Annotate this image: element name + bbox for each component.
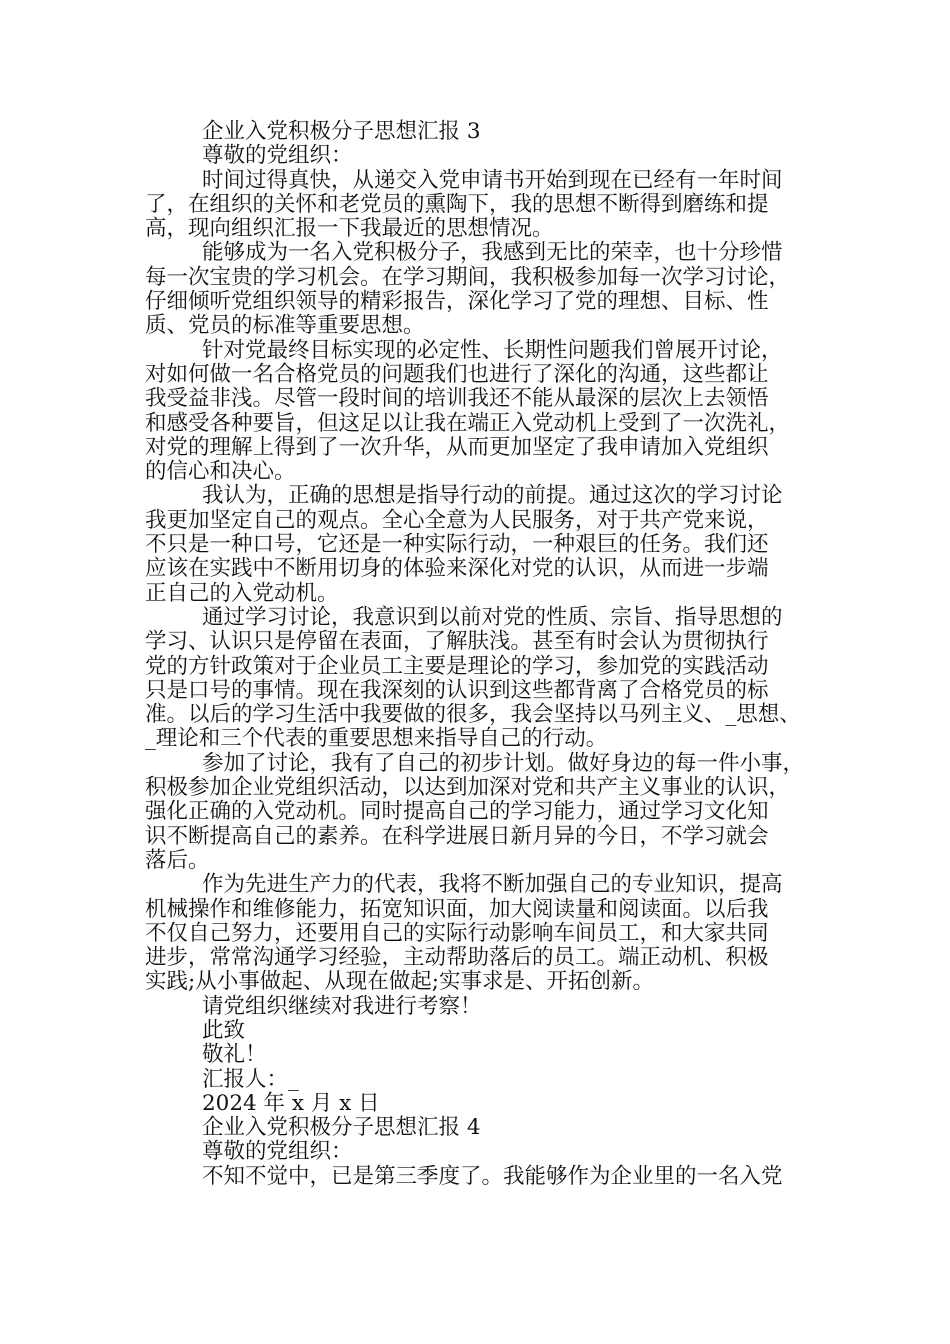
paragraph-line: 每一次宝贵的学习机会。在学习期间，我积极参加每一次学习讨论， (145, 264, 791, 290)
paragraph-line: 参加了讨论，我有了自己的初步计划。做好身边的每一件小事， (202, 750, 805, 776)
document-page (145, 120, 810, 1189)
report-3-body (145, 169, 810, 995)
paragraph-line: 正自己的入党动机。 (145, 580, 339, 606)
paragraph (145, 873, 810, 994)
paragraph (145, 241, 810, 338)
paragraph (145, 752, 810, 873)
closing-jingli: 敬礼！ (202, 1042, 267, 1068)
paragraph-line: 进步，常常沟通学习经验，主动帮助落后的员工。端正动机、积极 (145, 945, 769, 971)
paragraph-line: 和感受各种要旨，但这足以让我在端正入党动机上受到了一次洗礼， (145, 410, 791, 436)
paragraph (145, 339, 810, 485)
paragraph-line: 强化正确的入党动机。同时提高自己的学习能力，通过学习文化知 (145, 799, 769, 825)
reporter-signature: 汇报人：_ (202, 1066, 299, 1092)
paragraph-line: 积极参加企业党组织活动，以达到加深对党和共产主义事业的认识， (145, 775, 791, 801)
paragraph-line: 作为先进生产力的代表，我将不断加强自己的专业知识，提高 (202, 872, 783, 898)
paragraph-line: 不仅自己努力，还要用自己的实际行动影响车间员工，和大家共同 (145, 920, 769, 946)
paragraph-line: 学习、认识只是停留在表面，了解肤浅。甚至有时会认为贯彻执行 (145, 629, 769, 655)
paragraph-line: 时间过得真快，从递交入党申请书开始到现在已经有一年时间 (202, 167, 783, 193)
report-3-salutation: 尊敬的党组织： (202, 143, 353, 169)
report-4-title: 企业入党积极分子思想汇报 4 (202, 1115, 481, 1141)
report-4-salutation: 尊敬的党组织： (202, 1139, 353, 1165)
paragraph (145, 169, 810, 242)
report-3-title: 企业入党积极分子思想汇报 3 (202, 119, 481, 144)
paragraph-line: 实践;从小事做起、从现在做起;实事求是、开拓创新。 (145, 969, 654, 995)
paragraph (145, 606, 810, 752)
paragraph-line: 我更加坚定自己的观点。全心全意为人民服务，对于共产党来说， (145, 507, 769, 533)
paragraph-line: 对党的理解上得到了一次升华，从而更加坚定了我申请加入党组织 (145, 434, 769, 460)
paragraph-line: 机械操作和维修能力，拓宽知识面，加大阅读量和阅读面。以后我 (145, 896, 769, 922)
paragraph-line: 的信心和决心。 (145, 459, 296, 485)
paragraph-line: 不只是一种口号，它还是一种实际行动，一种艰巨的任务。我们还 (145, 532, 769, 558)
paragraph-line: 落后。 (145, 847, 210, 873)
report-4-first-line: 不知不觉中，已是第三季度了。我能够作为企业里的一名入党 (202, 1163, 783, 1189)
report-date: 2024 年 x 月 x 日 (202, 1090, 380, 1116)
paragraph-line: 我受益非浅。尽管一段时间的培训我还不能从最深的层次上去领悟 (145, 386, 769, 412)
paragraph-line: 应该在实践中不断用切身的体验来深化对党的认识，从而进一步端 (145, 556, 769, 582)
paragraph-line: 只是口号的事情。现在我深刻的认识到这些都背离了合格党员的标 (145, 677, 769, 703)
paragraph (145, 484, 810, 605)
paragraph-line: 识不断提高自己的素养。在科学进展日新月异的今日，不学习就会 (145, 823, 769, 849)
paragraph-line: 对如何做一名合格党员的问题我们也进行了深化的沟通，这些都让 (145, 361, 769, 387)
closing-cizhi: 此致 (202, 1017, 246, 1043)
paragraph-line: 通过学习讨论，我意识到以前对党的性质、宗旨、指导思想的 (202, 604, 783, 630)
paragraph-line: 仔细倾听党组织领导的精彩报告，深化学习了党的理想、目标、性 (145, 289, 769, 315)
paragraph-line: 质、党员的标准等重要思想。 (145, 313, 425, 339)
paragraph-line: 针对党最终目标实现的必定性、长期性问题我们曾展开讨论， (202, 337, 783, 363)
paragraph-line: 能够成为一名入党积极分子，我感到无比的荣幸，也十分珍惜 (202, 240, 783, 266)
paragraph-line: 党的方针政策对于企业员工主要是理论的学习，参加党的实践活动 (145, 653, 769, 679)
paragraph-line: 高，现向组织汇报一下我最近的思想情况。 (145, 216, 554, 242)
paragraph-line: _理论和三个代表的重要思想来指导自己的行动。 (145, 726, 608, 752)
closing-request: 请党组织继续对我进行考察！ (202, 993, 482, 1019)
paragraph-line: 我认为，正确的思想是指导行动的前提。通过这次的学习讨论 (202, 483, 783, 509)
paragraph-line: 了，在组织的关怀和老党员的熏陶下，我的思想不断得到磨练和提 (145, 191, 769, 217)
paragraph-line: 准。以后的学习生活中我要做的很多，我会坚持以马列主义、_思想、 (145, 702, 801, 728)
